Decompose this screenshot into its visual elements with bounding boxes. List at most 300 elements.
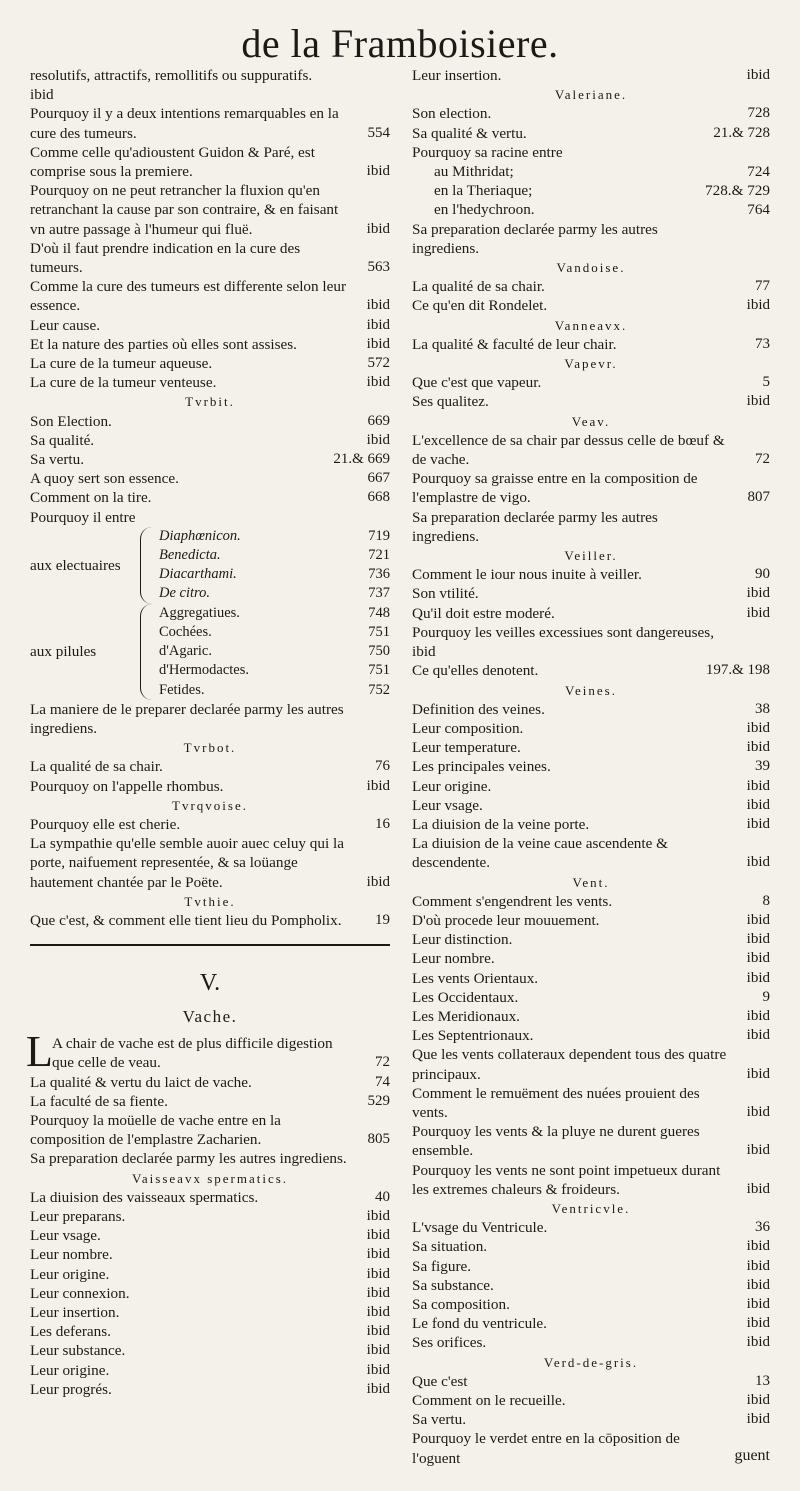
index-entry (412, 1333, 770, 1352)
entry-text: Les vents Orientaux. (412, 969, 539, 987)
catchword: guent (734, 1447, 770, 1464)
page-reference: 74 (375, 1073, 390, 1090)
entry-text: Leur connexion. (30, 1284, 130, 1302)
page-reference: ibid (746, 1392, 770, 1409)
entry-text: en la Theriaque; (434, 182, 533, 200)
page-reference: 90 (755, 566, 770, 583)
entry-text: Leur nombre. (30, 1246, 113, 1264)
entry-text: La faculté de sa fiente. (30, 1092, 168, 1110)
entry-text: Leur insertion. (412, 67, 502, 84)
index-entry (412, 1218, 770, 1237)
entry-text: Son vtilité. (412, 585, 479, 603)
index-entry (30, 66, 390, 85)
index-entry (412, 1122, 770, 1160)
entry-text: Que c'est (412, 1372, 468, 1390)
entry-text: Sa qualité & vertu. (412, 124, 527, 142)
page-reference: 669 (367, 412, 390, 429)
index-entry (30, 1226, 390, 1245)
entry-text: Que les vents collateraux dependent tous des quatre principaux. (412, 1046, 727, 1083)
entry-text: Les deferans. (30, 1323, 111, 1341)
entry-text: La cure de la tumeur venteuse. (30, 374, 217, 392)
entry-text: Aggregatiues. (159, 604, 240, 621)
page-reference: ibid (746, 1334, 770, 1351)
index-entry (412, 392, 770, 411)
index-entry (30, 1361, 390, 1380)
index-entry (412, 796, 770, 815)
index-entry (412, 220, 770, 258)
index-entry (412, 661, 770, 680)
index-entry (30, 1303, 390, 1322)
page-reference: ibid (366, 163, 390, 180)
index-entry (412, 949, 770, 968)
page-reference: ibid (746, 777, 770, 794)
entry-text: resolutifs, attractifs, remollitifs ou suppuratifs. (30, 67, 313, 84)
page-reference: 16 (375, 815, 390, 832)
brace-label: aux pilules (30, 643, 97, 661)
index-entry (412, 700, 770, 719)
index-entry (30, 1322, 390, 1341)
index-entry (412, 911, 770, 930)
page-reference: 38 (755, 700, 770, 717)
page-reference: ibid (366, 1303, 390, 1320)
page-reference: ibid (746, 1103, 770, 1120)
index-entry (159, 681, 390, 700)
page-reference: ibid (366, 1265, 390, 1282)
entry-text: Sa figure. (412, 1257, 472, 1275)
entry-text: A chair de vache est de plus difficile digestion que celle de veau. (52, 1035, 333, 1072)
index-entry (30, 508, 390, 527)
index-entry (412, 969, 770, 988)
index-entry (412, 1276, 770, 1295)
index-subentry (412, 200, 770, 219)
entry-text: Comment on la tire. (30, 489, 152, 507)
index-entry (412, 930, 770, 949)
page-reference: 554 (367, 124, 390, 141)
index-entry (30, 1149, 390, 1168)
index-entry (159, 661, 390, 680)
entry-text: en l'hedychroon. (434, 201, 535, 219)
index-entry (30, 143, 390, 181)
entry-text: Sa substance. (412, 1276, 494, 1294)
entry-text: Les principales veines. (412, 758, 551, 776)
index-entry (412, 738, 770, 757)
page-reference: ibid (746, 1296, 770, 1312)
entry-text: Les Occidentaux. (412, 988, 519, 1006)
entry-text: Que c'est que vapeur. (412, 374, 542, 392)
page-reference: ibid (746, 297, 770, 314)
entry-text: Sa vertu. (30, 451, 84, 469)
entry-text: Pourquoy les veilles excessiues sont dangereuses, ibid (412, 623, 714, 661)
page-reference: 719 (368, 527, 390, 544)
brace-group (30, 527, 390, 604)
entry-text: Leur vsage. (412, 796, 483, 814)
page-reference: ibid (366, 297, 390, 314)
index-entry (412, 988, 770, 1007)
page-reference: ibid (746, 1007, 770, 1024)
index-entry (30, 757, 390, 776)
entry-text: Leur distinction. (412, 931, 513, 949)
entry-text: La sympathie qu'elle semble auoir auec celuy qui la porte, naifuement representée, & sa loüange hautement chantée par le Poëte. (30, 835, 344, 891)
entry-text: Pourquoy la moüelle de vache entre en la composition de l'emplastre Zacharien. (30, 1111, 281, 1149)
page-reference: 40 (375, 1188, 390, 1205)
entry-text: Pourquoy les vents & la pluye ne durent gueres ensemble. (412, 1123, 700, 1160)
page-reference: ibid (366, 1380, 390, 1397)
index-entry (30, 431, 390, 450)
index-entry (412, 66, 770, 85)
index-entry (412, 277, 770, 296)
page-reference: 805 (367, 1131, 390, 1148)
entry-text: Ses qualitez. (412, 393, 489, 411)
entry-text: La cure de la tumeur aqueuse. (30, 355, 213, 373)
index-entry (30, 834, 390, 892)
page-reference: 197.& 198 (705, 662, 770, 679)
page-reference: ibid (366, 1323, 390, 1340)
right-column (412, 66, 770, 1468)
page-reference: ibid (746, 1065, 770, 1082)
index-entry (30, 1092, 390, 1111)
index-entry (412, 1372, 770, 1391)
page-reference: 72 (375, 1054, 390, 1071)
entry-text: Leur temperature. (412, 739, 521, 757)
page-reference: ibid (746, 969, 770, 986)
page-reference: 751 (368, 662, 390, 679)
index-entry (30, 700, 390, 738)
index-entry (412, 1257, 770, 1276)
index-entry (30, 1188, 390, 1207)
entry-text: Le fond du ventricule. (412, 1315, 547, 1333)
entry-text: Que c'est, & comment elle tient lieu du Pompholix. (30, 911, 342, 929)
entry-text: Son election. (412, 105, 492, 123)
page-reference: ibid (366, 777, 390, 794)
entry-text: Comme la cure des tumeurs est differente selon leur essence. (30, 278, 347, 315)
section-heading: Vache. (182, 1007, 238, 1027)
page-reference: ibid (746, 931, 770, 948)
entry-text: Pourquoy il entre (30, 508, 136, 526)
page-reference: 724 (747, 163, 770, 181)
page-reference: ibid (746, 1142, 770, 1159)
page-reference: ibid (746, 950, 770, 967)
brace-mark (140, 527, 155, 604)
entry-text: Et la nature des parties où elles sont assises. (30, 335, 297, 353)
page-reference: ibid (746, 1257, 770, 1274)
index-entry (159, 623, 390, 642)
brace-label: aux electuaires (30, 556, 121, 574)
index-subentry (412, 181, 770, 200)
entry-text: Ses orifices. (412, 1334, 487, 1352)
page-reference: ibid (746, 585, 770, 602)
entry-text: L'vsage du Ventricule. (412, 1219, 548, 1237)
index-entry (412, 892, 770, 911)
entry-text: Sa preparation declarée parmy les autres ingrediens. (30, 1150, 347, 1168)
entry-text: Ce qu'en dit Rondelet. (412, 297, 548, 315)
entry-text: Diaphœnicon. (159, 527, 241, 544)
index-entry (412, 1410, 770, 1429)
page-reference: ibid (746, 393, 770, 410)
entry-text: La qualité de sa chair. (412, 278, 545, 296)
page-reference: ibid (366, 316, 390, 333)
page-reference: 807 (747, 489, 770, 506)
page-reference: 73 (755, 335, 770, 352)
index-entry (412, 1161, 770, 1199)
entry-text: La diuision des vaisseaux spermatics. (30, 1188, 259, 1206)
section-heading: Valeriane. (554, 87, 628, 103)
page-reference: 21.& 669 (333, 451, 390, 468)
brace-items (159, 527, 390, 604)
page-reference: 8 (762, 892, 770, 909)
page-reference: ibid (366, 1227, 390, 1244)
entry-text: Leur nombre. (412, 950, 495, 968)
page-reference: 668 (367, 489, 390, 506)
entry-text: De citro. (159, 585, 211, 602)
index-entry (159, 565, 390, 584)
page-reference: 72 (755, 451, 770, 468)
entry-text: Ce qu'elles denotent. (412, 662, 539, 680)
index-entry (412, 373, 770, 392)
index-entry (30, 85, 390, 104)
page-reference: ibid (366, 1246, 390, 1263)
index-entry (30, 1341, 390, 1360)
index-subentry (412, 162, 770, 181)
page-reference: ibid (366, 1207, 390, 1224)
index-entry (412, 143, 770, 162)
entry-text: Sa situation. (412, 1238, 488, 1256)
index-entry (412, 604, 770, 623)
entry-text: Cochées. (159, 623, 212, 640)
index-entry (412, 623, 770, 661)
entry-text: Sa qualité. (30, 431, 95, 449)
section-heading: Vanneavx. (554, 317, 628, 333)
entry-text: La maniere de le preparer declarée parmy les autres ingrediens. (30, 700, 344, 737)
page-reference: 736 (368, 566, 390, 583)
page-reference: ibid (746, 1411, 770, 1428)
entry-text: La qualité & vertu du laict de vache. (30, 1073, 252, 1091)
page-reference: 752 (368, 681, 390, 698)
page-reference: ibid (746, 604, 770, 621)
index-entry (412, 104, 770, 123)
index-entry (30, 815, 390, 834)
index-entry (159, 527, 390, 546)
brace-mark (140, 604, 155, 700)
index-entry (159, 642, 390, 661)
index-entry (30, 469, 390, 488)
section-heading: Veines. (565, 682, 617, 698)
entry-text: Comme celle qu'adioustent Guidon & Paré, est comprise sous la premiere. (30, 143, 315, 181)
page-reference: ibid (366, 220, 390, 237)
index-entry (30, 1245, 390, 1264)
entry-text: Qu'il doit estre moderé. (412, 604, 555, 622)
index-entry (30, 1073, 390, 1092)
page-reference: 13 (755, 1372, 770, 1389)
entry-text: d'Agaric. (159, 643, 212, 660)
page-reference: ibid (746, 815, 770, 832)
entry-text: Sa vertu. (412, 1411, 466, 1429)
index-entry (412, 1084, 770, 1122)
brace-items (159, 604, 390, 700)
index-entry (412, 757, 770, 776)
entry-text: Definition des veines. (412, 700, 545, 718)
section-heading: Vandoise. (556, 260, 626, 276)
section-heading: Vaisseavx spermatics. (131, 1170, 289, 1186)
index-entry (412, 834, 770, 872)
entry-text: Sa preparation declarée parmy les autres ingrediens. (412, 220, 658, 257)
entry-text: D'où procede leur mouuement. (412, 911, 600, 929)
entry-text: au Mithridat; (434, 163, 514, 181)
page-reference: ibid (746, 739, 770, 756)
entry-text: Leur origine. (30, 1361, 110, 1379)
section-heading: Verd-de-gris. (543, 1354, 639, 1370)
index-entry (412, 431, 770, 469)
page-reference: 572 (367, 355, 390, 372)
index-entry (412, 124, 770, 143)
page-reference: ibid (366, 335, 390, 352)
entry-text: Sa composition. (412, 1296, 510, 1313)
page-reference: 563 (367, 259, 390, 276)
index-entry (30, 181, 390, 239)
page-reference: 5 (762, 374, 770, 391)
section-heading: Vent. (572, 874, 610, 890)
entry-text: Leur composition. (412, 719, 524, 737)
entry-text: La diuision de la veine caue ascendente & descendente. (412, 835, 668, 872)
index-entry (52, 1034, 390, 1072)
running-head: de la Framboisiere. (241, 21, 559, 66)
index-entry (30, 1265, 390, 1284)
entry-text: Leur insertion. (30, 1303, 120, 1321)
entry-text: Son Election. (30, 412, 112, 430)
page-reference: ibid (746, 719, 770, 736)
section-heading: Tvthie. (184, 893, 236, 909)
index-entry (412, 508, 770, 546)
page-reference: ibid (366, 431, 390, 448)
entry-text: d'Hermodactes. (159, 662, 249, 679)
page-reference: ibid (746, 1276, 770, 1293)
index-entry (30, 450, 390, 469)
entry-text: Diacarthami. (159, 566, 237, 583)
entry-text: Pourquoy le verdet entre en la cōposition de l'oguent (412, 1430, 680, 1467)
entry-text: La qualité & faculté de leur chair. (412, 335, 617, 353)
section-heading: Veiller. (564, 548, 618, 564)
section-heading: Ventricvle. (551, 1200, 631, 1216)
entry-text: Leur cause. (30, 316, 100, 334)
letter-heading: V. (199, 970, 221, 997)
page-reference: ibid (366, 1361, 390, 1378)
page-reference: ibid (746, 911, 770, 928)
entry-text: Benedicta. (159, 547, 221, 564)
index-entry (30, 316, 390, 335)
index-entry (30, 1284, 390, 1303)
entry-text: Sa preparation declarée parmy les autres ingrediens. (412, 508, 658, 545)
page-reference: 748 (368, 604, 390, 621)
entry-text: Pourquoy on ne peut retrancher la fluxion qu'en retranchant la cause par son contraire, & en faisant vn autre passage à l'humeur qui fluë. (30, 182, 339, 238)
index-entry (30, 354, 390, 373)
left-column (26, 66, 390, 1399)
index-entry (159, 584, 390, 603)
page-reference: ibid (366, 873, 390, 890)
entry-text: La qualité de sa chair. (30, 758, 163, 776)
index-entry (412, 335, 770, 354)
entry-text: Leur origine. (30, 1265, 110, 1283)
entry-text: Leur preparans. (30, 1207, 126, 1225)
entry-text: Leur substance. (30, 1342, 126, 1360)
entry-text: Pourquoy sa graisse entre en la composition de l'emplastre de vigo. (412, 470, 698, 507)
index-entry (412, 565, 770, 584)
entry-text: L'excellence de sa chair par dessus celle de bœuf & de vache. (412, 431, 725, 469)
section-heading: Tvrbit. (185, 394, 235, 410)
section-divider (30, 944, 390, 946)
first-entry (26, 1027, 390, 1077)
page-reference: ibid (746, 854, 770, 871)
index-entry (30, 1380, 390, 1399)
entry-text: Leur origine. (412, 777, 492, 795)
entry-text: Pourquoy les vents ne sont point impetueux durant les extremes chaleurs & froideurs. (412, 1161, 721, 1198)
page-reference: 39 (755, 758, 770, 775)
page-reference: 764 (747, 201, 770, 219)
page-reference: 737 (368, 585, 390, 602)
page-reference: ibid (746, 1315, 770, 1332)
entry-text: Comment le iour nous inuite à veiller. (412, 566, 642, 584)
page-reference: 19 (375, 911, 390, 928)
index-entry (412, 469, 770, 507)
entry-text: Comment s'engendrent les vents. (412, 892, 613, 910)
index-entry (30, 488, 390, 507)
page-reference: ibid (746, 1180, 770, 1197)
index-entry (30, 911, 390, 930)
index-entry (159, 604, 390, 623)
index-entry (412, 1007, 770, 1026)
page-reference: ibid (366, 1342, 390, 1359)
page-reference: 21.& 728 (713, 124, 770, 141)
page-reference: 728 (747, 105, 770, 122)
entry-text: Leur progrés. (30, 1380, 112, 1398)
index-entry (412, 719, 770, 738)
index-entry (412, 1237, 770, 1256)
index-entry (159, 546, 390, 565)
section-heading: Veav. (571, 413, 611, 429)
page-reference: ibid (366, 374, 390, 391)
index-entry (30, 1207, 390, 1226)
entry-text: Leur vsage. (30, 1227, 101, 1245)
entry-text: D'où il faut prendre indication en la cure des tumeurs. (30, 239, 301, 277)
drop-capital: L (26, 1027, 53, 1077)
index-entry (412, 1314, 770, 1333)
entry-text: Comment on le recueille. (412, 1392, 566, 1410)
index-entry (412, 1429, 770, 1467)
entry-text: A quoy sert son essence. (30, 470, 179, 488)
section-heading: Tvrqvoise. (172, 797, 248, 813)
index-entry (412, 1295, 770, 1314)
page-reference: 667 (367, 470, 390, 487)
entry-text: Pourquoy sa racine entre (412, 143, 563, 161)
page-reference: ibid (746, 67, 770, 83)
index-entry (412, 296, 770, 315)
page-reference: 751 (368, 623, 390, 640)
section-heading: Tvrbot. (183, 740, 237, 756)
index-entry (412, 1045, 770, 1083)
index-entry (412, 815, 770, 834)
index-entry (30, 777, 390, 796)
index-entry (412, 1026, 770, 1045)
index-entry (30, 412, 390, 431)
page-reference: ibid (746, 1238, 770, 1255)
page-reference: 721 (368, 547, 390, 564)
entry-text: ibid (30, 86, 54, 104)
index-entry (30, 335, 390, 354)
index-entry (30, 277, 390, 315)
entry-text: Les Meridionaux. (412, 1007, 520, 1025)
entry-text: Pourquoy il y a deux intentions remarquables en la cure des tumeurs. (30, 105, 339, 142)
index-entry (412, 584, 770, 603)
page-reference: 728.& 729 (705, 182, 770, 200)
page-reference: 750 (368, 643, 390, 660)
